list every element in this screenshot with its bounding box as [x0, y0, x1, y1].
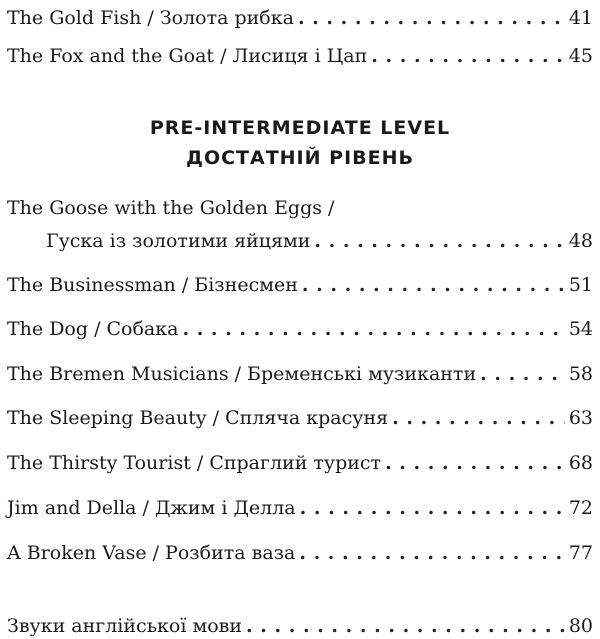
toc-entry-page: 80 — [568, 615, 593, 637]
toc-entry-title: The Bremen Musicians / Бременські музиканти — [7, 363, 477, 385]
leader-dots — [480, 362, 565, 386]
section-heading-uk: ДОСТАТНІЙ РІВЕНЬ — [186, 147, 414, 169]
toc-entry-page: 54 — [568, 318, 593, 340]
toc-entry — [7, 496, 593, 520]
toc-entry — [7, 273, 593, 297]
toc-entry-title-line1: The Goose with the Golden Eggs / — [7, 197, 335, 219]
leader-dots — [182, 317, 564, 341]
toc-entry-title: Гуска із золотими яйцями — [46, 230, 311, 252]
toc-entry-page: 58 — [568, 363, 593, 385]
toc-entry — [7, 451, 593, 475]
leader-dots — [299, 541, 564, 565]
toc-entry-title: The Fox and the Goat / Лисиця і Цап — [7, 45, 368, 67]
toc-entry-title: The Gold Fish / Золота рибка — [7, 7, 294, 29]
toc-entry-title: The Thirsty Tourist / Спраглий турист — [7, 452, 382, 474]
toc-entry-title: The Dog / Собака — [7, 318, 179, 340]
toc-entry — [7, 6, 593, 30]
toc-entry-title: Звуки англійської мови — [7, 615, 243, 637]
toc-entry — [7, 614, 593, 638]
toc-entry-title: A Broken Vase / Розбита ваза — [7, 542, 296, 564]
toc-entry-title: Jim and Della / Джим і Делла — [7, 497, 296, 519]
toc-entry-page: 77 — [568, 542, 593, 564]
toc-entry-page: 45 — [568, 45, 593, 67]
toc-entry — [7, 541, 593, 565]
toc-entry-page: 68 — [568, 452, 593, 474]
toc-entry-page: 48 — [568, 230, 593, 252]
leader-dots — [300, 496, 565, 520]
toc-entry — [7, 362, 593, 386]
leader-dots — [314, 229, 564, 253]
toc-entry — [7, 44, 593, 68]
leader-dots — [385, 451, 565, 475]
toc-entry-title: The Businessman / Бізнесмен — [7, 274, 298, 296]
toc-entry-page: 41 — [568, 7, 593, 29]
toc-entry — [7, 317, 593, 341]
leader-dots — [298, 6, 565, 30]
leader-dots — [371, 44, 565, 68]
toc-entry-page: 51 — [568, 274, 593, 296]
leader-dots — [392, 406, 565, 430]
toc-entry-page: 63 — [568, 407, 593, 429]
section-heading-en: PRE-INTERMEDIATE LEVEL — [149, 117, 451, 139]
toc-entry-page: 72 — [568, 497, 593, 519]
toc-entry — [46, 229, 593, 253]
toc-entry — [7, 406, 593, 430]
leader-dots — [302, 273, 565, 297]
leader-dots — [246, 614, 565, 638]
toc-entry-title: The Sleeping Beauty / Спляча красуня — [7, 407, 389, 429]
